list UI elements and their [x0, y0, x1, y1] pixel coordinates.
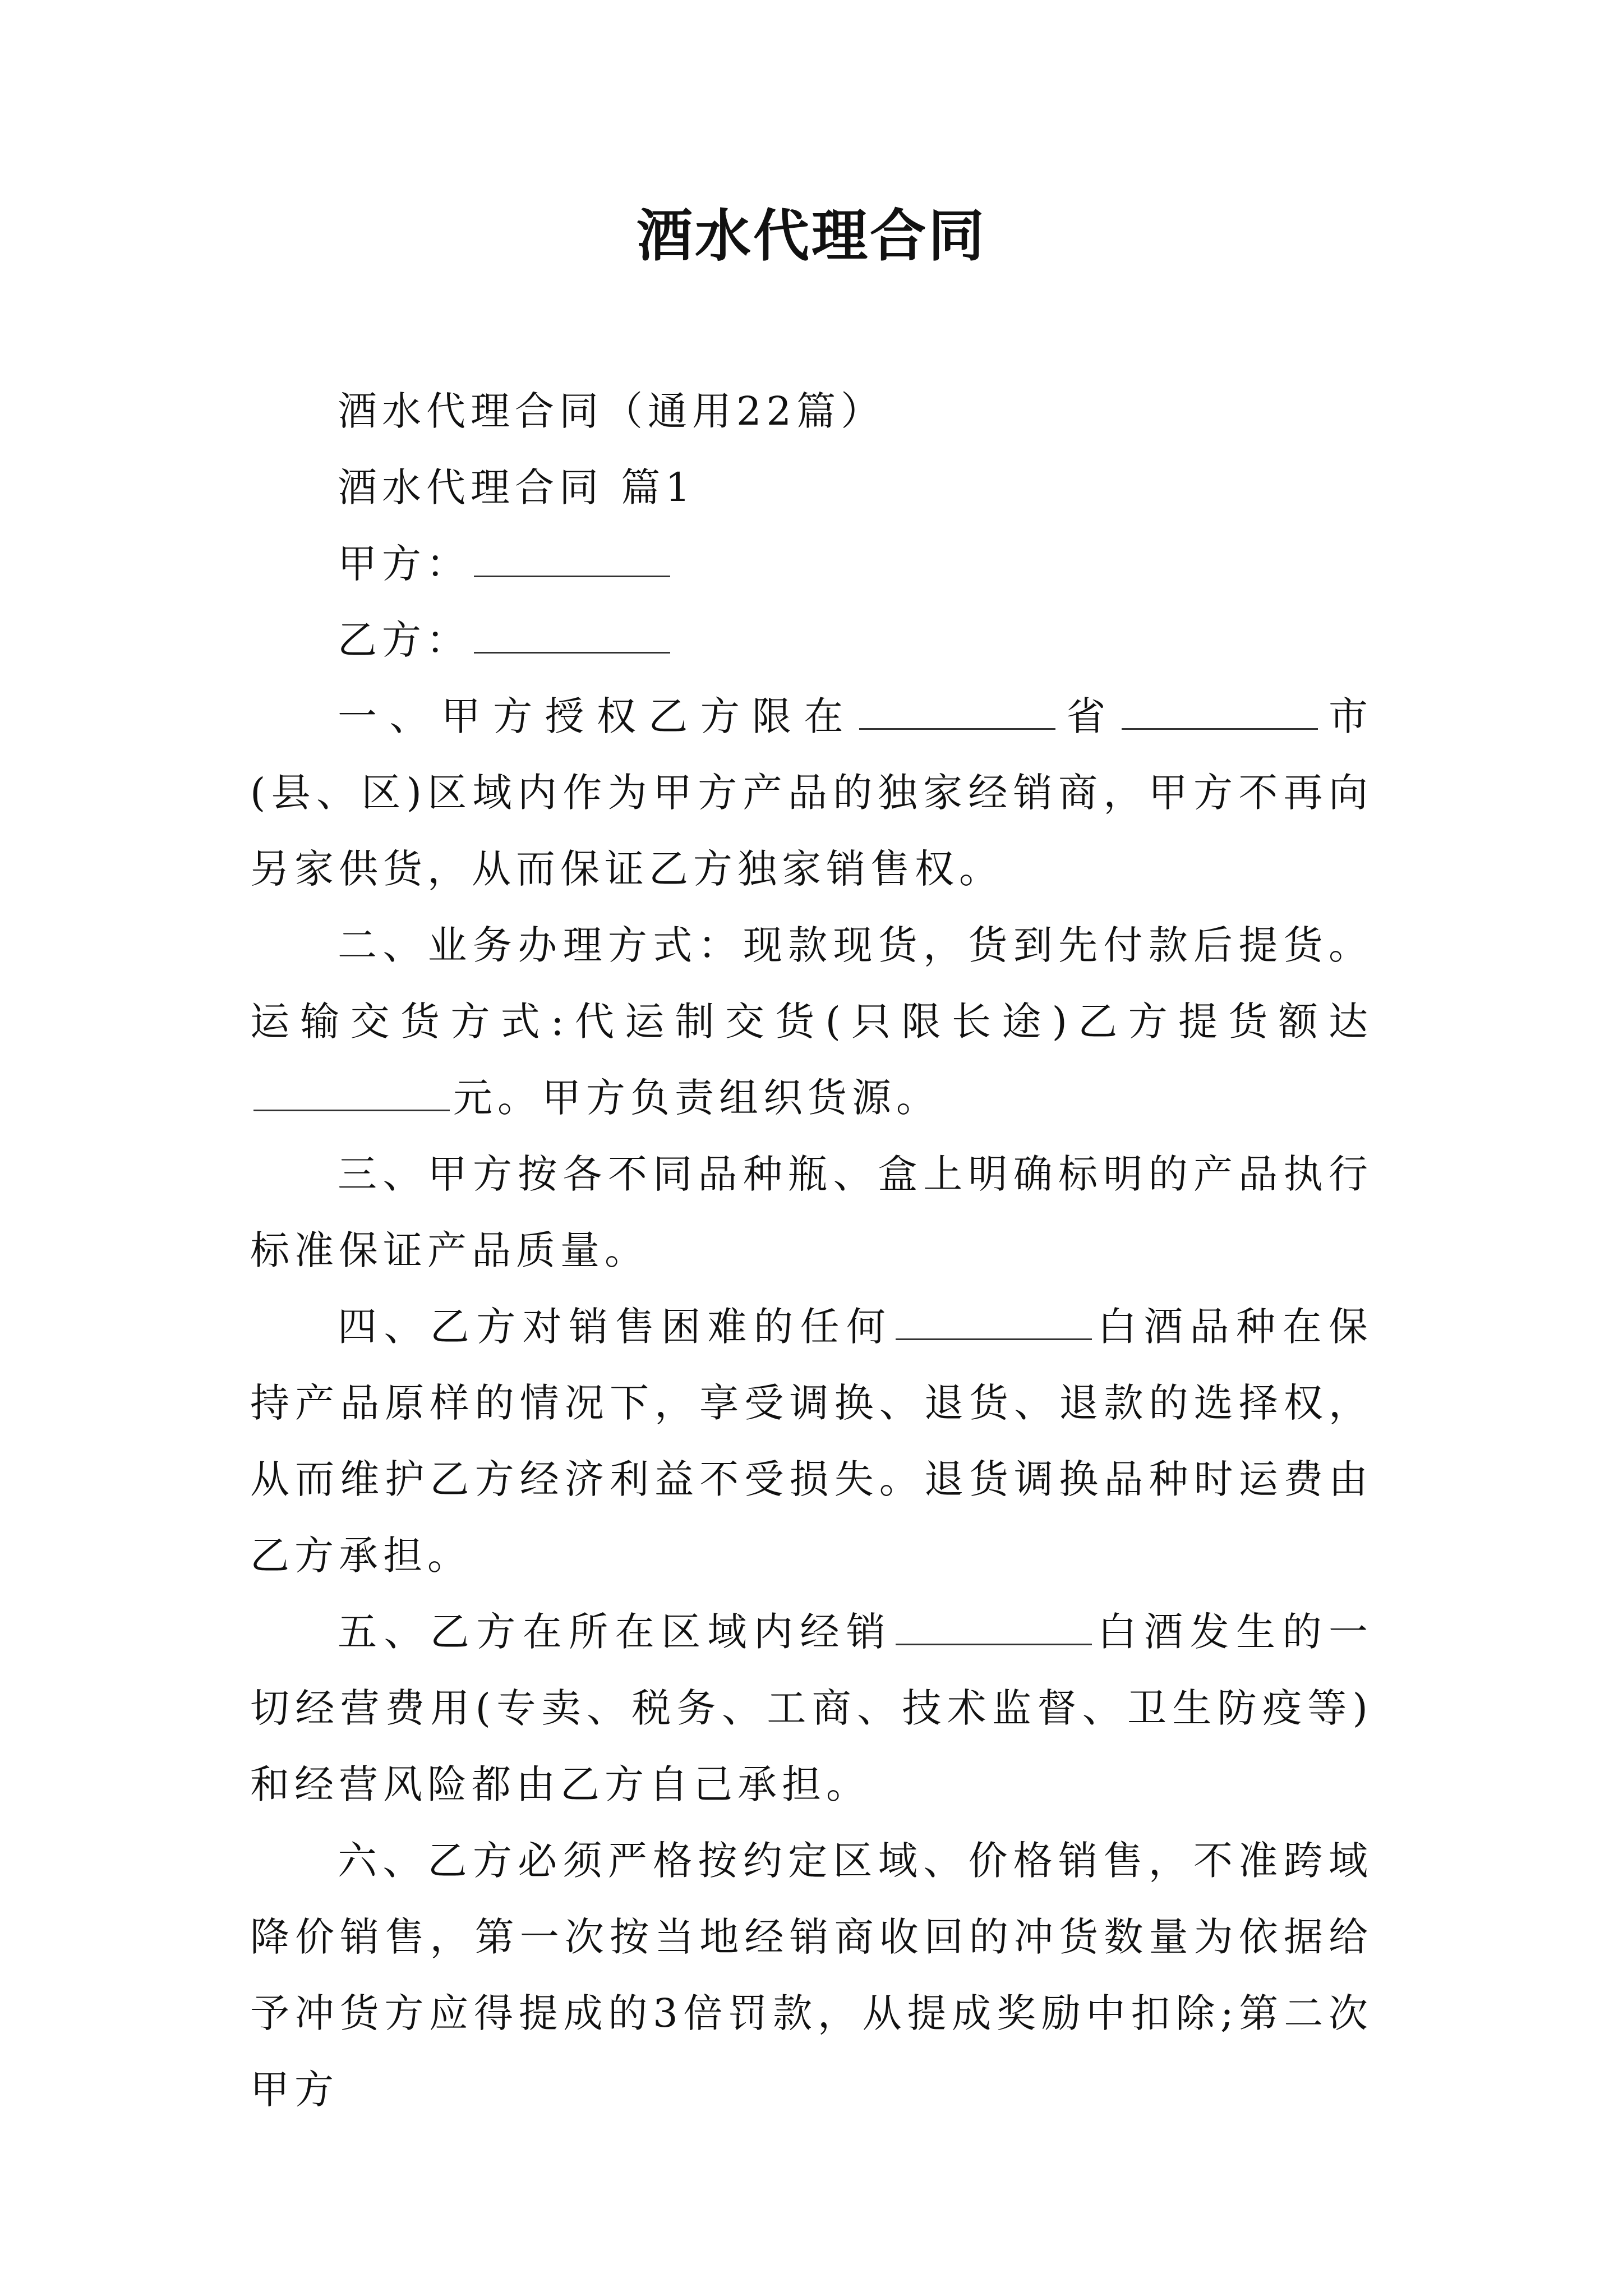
party-b-blank	[474, 618, 670, 654]
clause-1	[250, 678, 1373, 907]
city-blank	[1122, 694, 1318, 730]
clause-5	[250, 1594, 1373, 1823]
clause-1-text-a: 一、甲方授权乙方限在	[338, 693, 856, 739]
brand-blank-1	[896, 1305, 1092, 1340]
clause-2-text-b: 元。甲方负责组织货源。	[453, 1075, 940, 1121]
party-b-line	[250, 602, 1373, 678]
clause-4-text-b: 白酒品种在保持产品原样的情况下，享受调换、退货、退款的选择权，从而维护乙方经济利益不受损失。退货调换品种时运费由乙方承担。	[250, 1304, 1373, 1579]
province-blank	[859, 694, 1055, 730]
clause-2-text-a: 二、业务办理方式：现款现货，货到先付款后提货。运输交货方式:代运制交货(只限长途)乙方提货额达	[250, 922, 1373, 1045]
document-subtitle: 酒水代理合同（通用22篇）	[338, 388, 886, 434]
party-a-line	[250, 526, 1373, 602]
clause-2	[250, 907, 1373, 1136]
clause-4	[250, 1289, 1373, 1594]
clause-5-text-a: 五、乙方在所在区域内经销	[338, 1609, 893, 1655]
clause-1-text-b: 省	[1058, 693, 1118, 739]
party-b-label: 乙方：	[338, 617, 471, 663]
document-title: 酒水代理合同	[637, 203, 986, 269]
amount-blank	[253, 1076, 450, 1111]
section-heading: 酒水代理合同 篇1	[338, 464, 695, 510]
clause-1-text-c: 市(县、区)区域内作为甲方产品的独家经销商，甲方不再向另家供货，从而保证乙方独家销售权。	[250, 693, 1373, 892]
brand-blank-2	[896, 1610, 1092, 1645]
clause-5-text-b: 白酒发生的一切经营费用(专卖、税务、工商、技术监督、卫生防疫等)和经营风险都由乙方自己承担。	[250, 1609, 1373, 1807]
document-body	[250, 373, 1373, 2128]
party-a-label: 甲方：	[338, 541, 471, 587]
clause-4-text-a: 四、乙方对销售困难的任何	[338, 1304, 893, 1350]
party-a-blank	[474, 542, 670, 577]
clause-3: 三、甲方按各不同品种瓶、盒上明确标明的产品执行标准保证产品质量。	[250, 1151, 1373, 1273]
clause-6: 六、乙方必须严格按约定区域、价格销售，不准跨域降价销售，第一次按当地经销商收回的冲货数量为依据给予冲货方应得提成的3倍罚款，从提成奖励中扣除;第二次甲方	[250, 1838, 1373, 2113]
